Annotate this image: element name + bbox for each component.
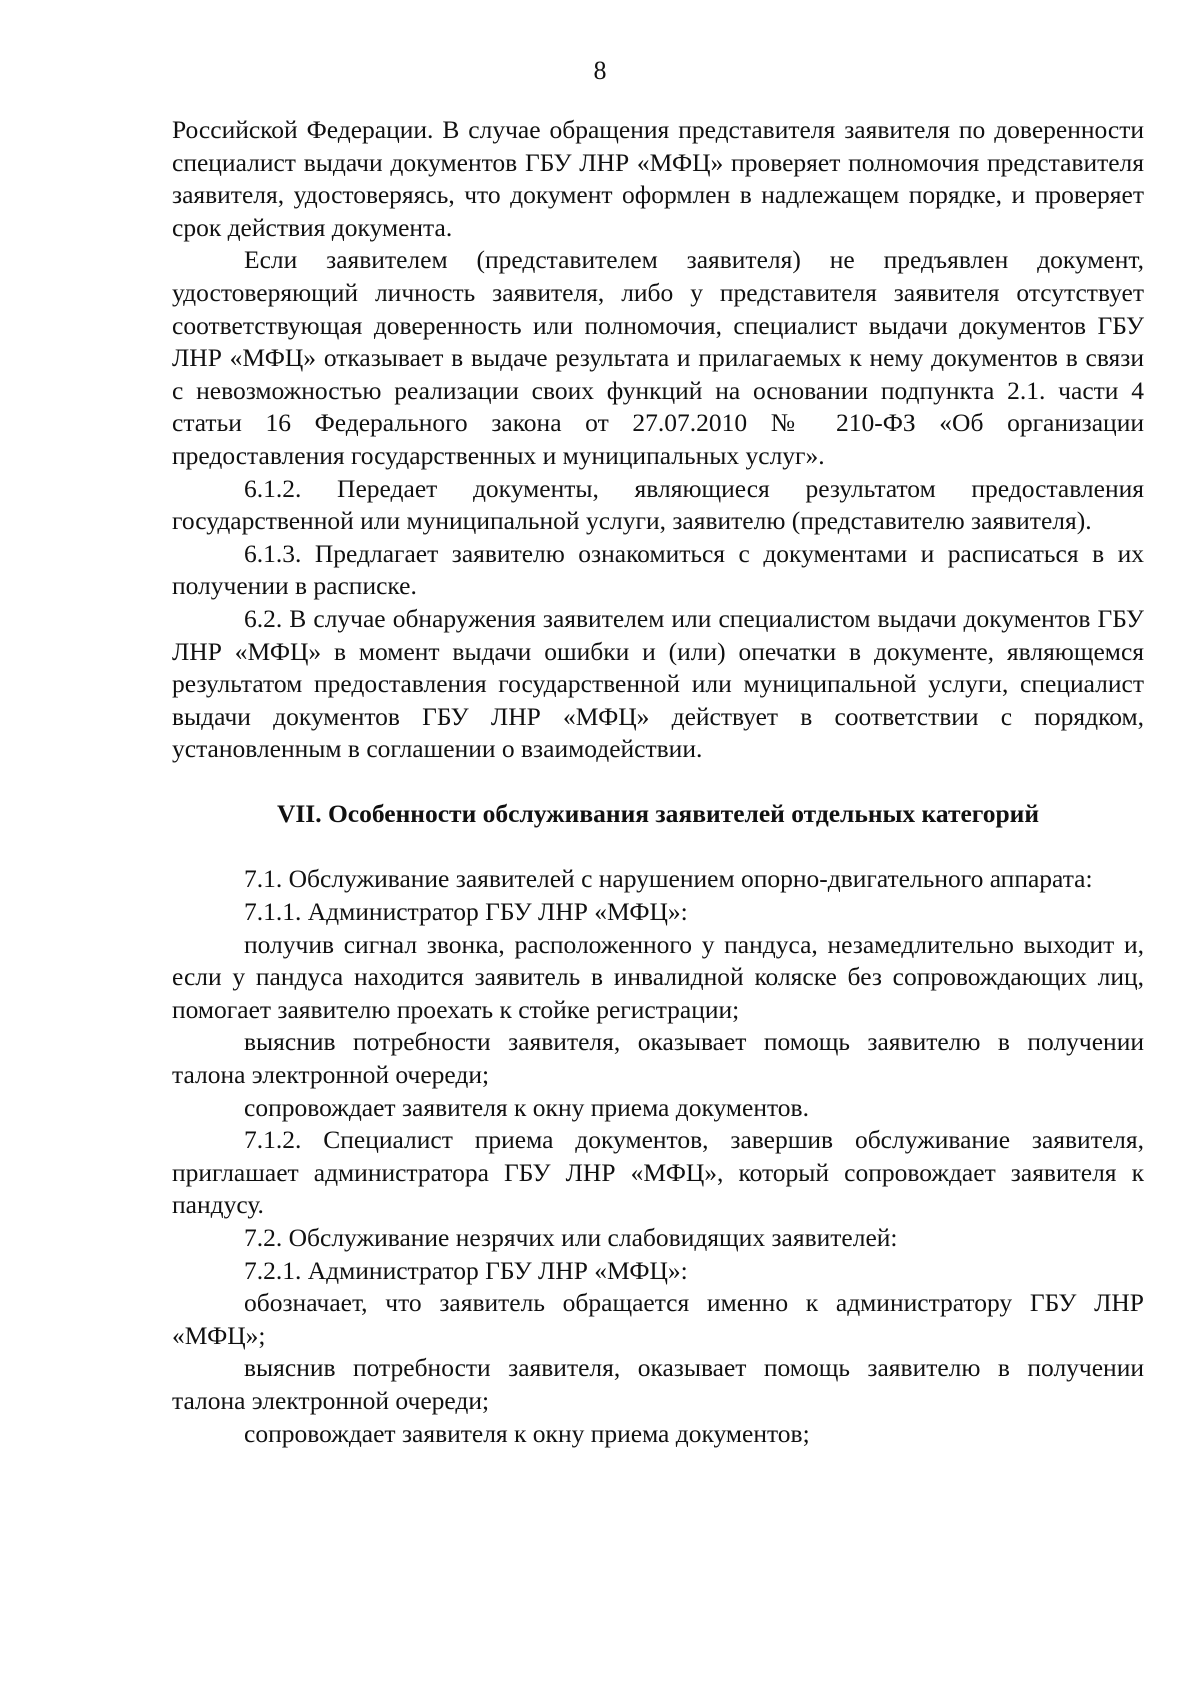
paragraph: выяснив потребности заявителя, оказывает помощь заявителю в получении талона электронной очереди; — [172, 1027, 1144, 1090]
paragraph: выяснив потребности заявителя, оказывает помощь заявителю в получении талона электронной очереди; — [172, 1353, 1144, 1415]
document-body — [172, 114, 1144, 1450]
paragraph: 6.1.3. Предлагает заявителю ознакомиться с документами и расписаться в их получении в расписке. — [172, 538, 1144, 601]
paragraph: Российской Федерации. В случае обращения представителя заявителя по доверенности специалист выдачи документов ГБУ ЛНР «МФЦ» проверяет полномочия представителя заявителя, удостоверяясь, что документ оформлен в надлежащем порядке, и проверяет срок действия документа. — [172, 115, 1144, 242]
paragraph: 7.1. Обслуживание заявителей с нарушением опорно-двигательного аппарата: — [244, 864, 1093, 894]
section-heading: VII. Особенности обслуживания заявителей отдельных категорий — [276, 798, 1040, 828]
paragraph: получив сигнал звонка, расположенного у пандуса, незамедлительно выходит и, если у пандуса находится заявитель в инвалидной коляске без сопровождающих лиц, помогает заявителю проехать к стойке регистрации; — [172, 929, 1144, 1024]
paragraph: сопровождает заявителя к окну приема документов; — [244, 1418, 810, 1448]
paragraph: 6.2. В случае обнаружения заявителем или специалистом выдачи документов ГБУ ЛНР «МФЦ» в момент выдачи ошибки и (или) опечатки в документе, являющемся результатом предоставления государственной или муниципальной услуги, специалист выдачи документов ГБУ ЛНР «МФЦ» действует в соответствии с порядком, установленным в соглашении о взаимодействии. — [172, 603, 1144, 764]
page-number: 8 — [593, 56, 607, 85]
paragraph: Если заявителем (представителем заявителя) не предъявлен документ, удостоверяющий личность заявителя, либо у представителя заявителя отсутствует соответствующая доверенность или полномочия, специалист выдачи документов ГБУ ЛНР «МФЦ» отказывает в выдаче результата и прилагаемых к нему документов в связи с невозможностью реализации своих функций на основании подпункта 2.1. части 4 статьи 16 Федерального закона от 27.07.2010 № 210-ФЗ «Об организации предоставления государственных и муниципальных услуг». — [172, 245, 1144, 470]
paragraph: 7.1.1. Администратор ГБУ ЛНР «МФЦ»: — [244, 897, 688, 927]
paragraph: обозначает, что заявитель обращается именно к администратору ГБУ ЛНР «МФЦ»; — [172, 1288, 1144, 1350]
paragraph: 7.2. Обслуживание незрячих или слабовидящих заявителей: — [244, 1223, 898, 1252]
paragraph: 7.1.2. Специалист приема документов, завершив обслуживание заявителя, приглашает администратора ГБУ ЛНР «МФЦ», который сопровождает заявителя к пандусу. — [172, 1125, 1144, 1220]
paragraph: сопровождает заявителя к окну приема документов. — [244, 1092, 809, 1122]
paragraph: 6.1.2. Передает документы, являющиеся результатом предоставления государственной или муниципальной услуги, заявителю (представителю заявителя). — [172, 473, 1144, 536]
paragraph: 7.2.1. Администратор ГБУ ЛНР «МФЦ»: — [244, 1255, 688, 1285]
